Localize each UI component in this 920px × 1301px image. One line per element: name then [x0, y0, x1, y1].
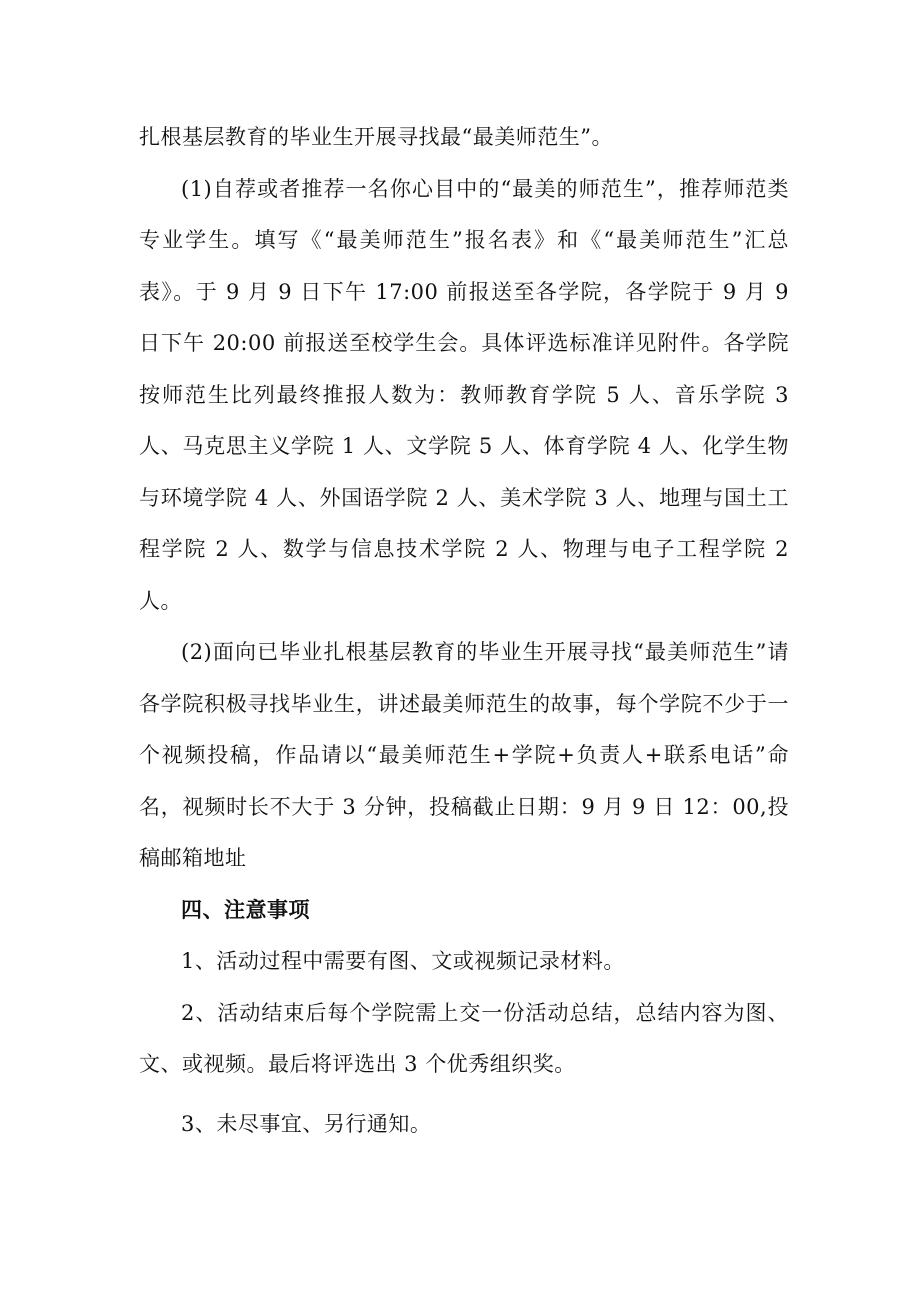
note-item-2: 2、活动结束后每个学院需上交一份活动总结，总结内容为图、文、或视频。最后将评选出 3 个优秀组织奖。: [139, 1000, 789, 1076]
paragraph-item-2: (2)面向已毕业扎根基层教育的毕业生开展寻找“最美师范生”请各学院积极寻找毕业生，讲述最美师范生的故事，每个学院不少于一个视频投稿，作品请以“最美师范生+学院+负责人+联系电话”命名，视频时长不大于 3 分钟，投稿截止日期：9 月 9 日 12：00,投稿邮箱地址: [139, 640, 789, 870]
note-item-3: 3、未尽事宜、另行通知。: [181, 1111, 432, 1136]
paragraph-item-1: (1)自荐或者推荐一名你心目中的“最美的师范生”，推荐师范类专业学生。填写《“最美师范生”报名表》和《“最美师范生”汇总表》。于 9 月 9 日下午 17:00 前报送至各学院，各学院于 9 月 9 日下午 20:00 前报送至校学生会。具体评选标准详见附件。各学院按师范生比列最终推报人数为：教师教育学院 5 人、音乐学院 3 人、马克思主义学院 1 人、文学院 5 人、体育学院 4 人、化学生物与环境学院 4 人、外国语学院 2 人、美术学院 3 人、地理与国土工程学院 2 人、数学与信息技术学院 2 人、物理与电子工程学院 2 人。: [139, 176, 789, 613]
document-body: [139, 112, 789, 1150]
paragraph-continuation: 扎根基层教育的毕业生开展寻找最“最美师范生”。: [139, 125, 613, 149]
note-item-1: 1、活动过程中需要有图、文或视频记录材料。: [181, 949, 625, 973]
section-heading-notes: 四、注意事项: [181, 897, 310, 922]
